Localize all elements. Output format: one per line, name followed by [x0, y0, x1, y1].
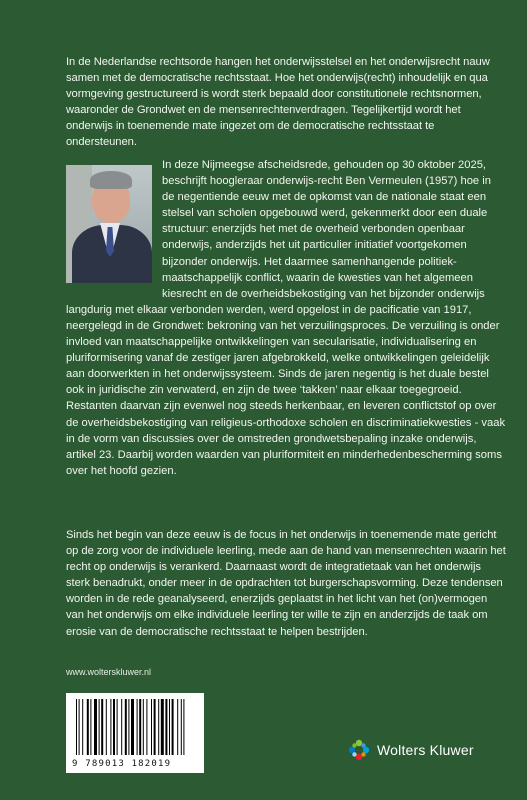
- publisher-name: Wolters Kluwer: [377, 742, 474, 758]
- intro-paragraph: In de Nederlandse rechtsorde hangen het onderwijsstelsel en het onderwijsrecht nauw samen met de democratische rechtsstaat. Hoe het onderwijs(recht) inhoudelijk en qua vormgeving gestructureerd is wordt sterk bepaald door constitutionele rechtsnormen, waaronder de Grondwet en de mensenrechtenverdragen. Tegelijkertijd wordt het onderwijs in toenemende mate ingezet om de democratische rechtsstaat te ondersteunen.: [66, 56, 490, 149]
- barcode-number: 9 789013 182019: [72, 759, 172, 769]
- publisher-logo: [347, 738, 474, 762]
- main-section: [66, 157, 506, 479]
- barcode-bars: [74, 699, 196, 757]
- website-url: www.wolterskluwer.nl: [66, 667, 152, 677]
- wolters-kluwer-logo-icon: [347, 738, 371, 762]
- author-portrait: [66, 165, 152, 283]
- barcode: [66, 693, 204, 773]
- closing-paragraph: Sinds het begin van deze eeuw is de focus in het onderwijs in toenemende mate gericht op de zorg voor de individuele leerling, mede aan de hand van mensenrechten waarin het recht op onderwijs is verankerd. Daarnaast wordt de integratietaak van het onderwijs sterk benadrukt, onder meer in de opdrachten tot burgerschapsvorming. Deze tendensen worden in de rede geanalyseerd, enerzijds geplaatst in het licht van het (on)vermogen van het onderwijs om elke individuele leerling ter wille te zijn en anderzijds de taak om erosie van de democratische rechtsstaat te helpen bestrijden.: [66, 529, 506, 638]
- main-paragraph: In deze Nijmeegse afscheidsrede, gehouden op 30 oktober 2025, beschrijft hoogleraar onderwijs-recht Ben Vermeulen (1957) hoe in de negentiende eeuw met de opkomst van de nationale staat een stelsel van scholen opgebouwd werd, gekenmerkt door een duale structuur: enerzijds het met de overheid verbonden openbaar onderwijs, anderzijds het uit particulier initiatief voortgekomen bijzonder onderwijs. Het daarmee samenhangende politiek-maatschappelijk conflict, waarin de kwesties van het algemeen kiesrecht en de overheidsbekostiging van het bijzonder onderwijs langdurig met elkaar verbonden werden, werd opgelost in de pacificatie van 1917, neergelegd in de Grondwet: bekroning van het verzuilingsproces. De verzuiling is onder invloed van maatschappelijke ontwikkelingen van secularisatie, individualisering en pluriformisering vanaf de zestiger jaren afgebrokkeld, welke ontwikkelingen geleidelijk aan doorwerkten in het onderwijssysteem. Sinds de jaren negentig is het duale bestel ook in juridische zin verwaterd, en zijn de twee ‘takken’ naar elkaar toegegroeid. Restanten daarvan zijn evenwel nog steeds herkenbaar, en leveren conflictstof op over de overheidsbekostiging van religieus-orthodoxe scholen en discriminatiekwesties - vaak in de vorm van discussies over de omstreden grondwetsbepaling inzake onderwijs, artikel 23. Daarbij worden waarden van pluriformiteit en minderhedenbescherming soms over het hoofd gezien.: [66, 159, 506, 477]
